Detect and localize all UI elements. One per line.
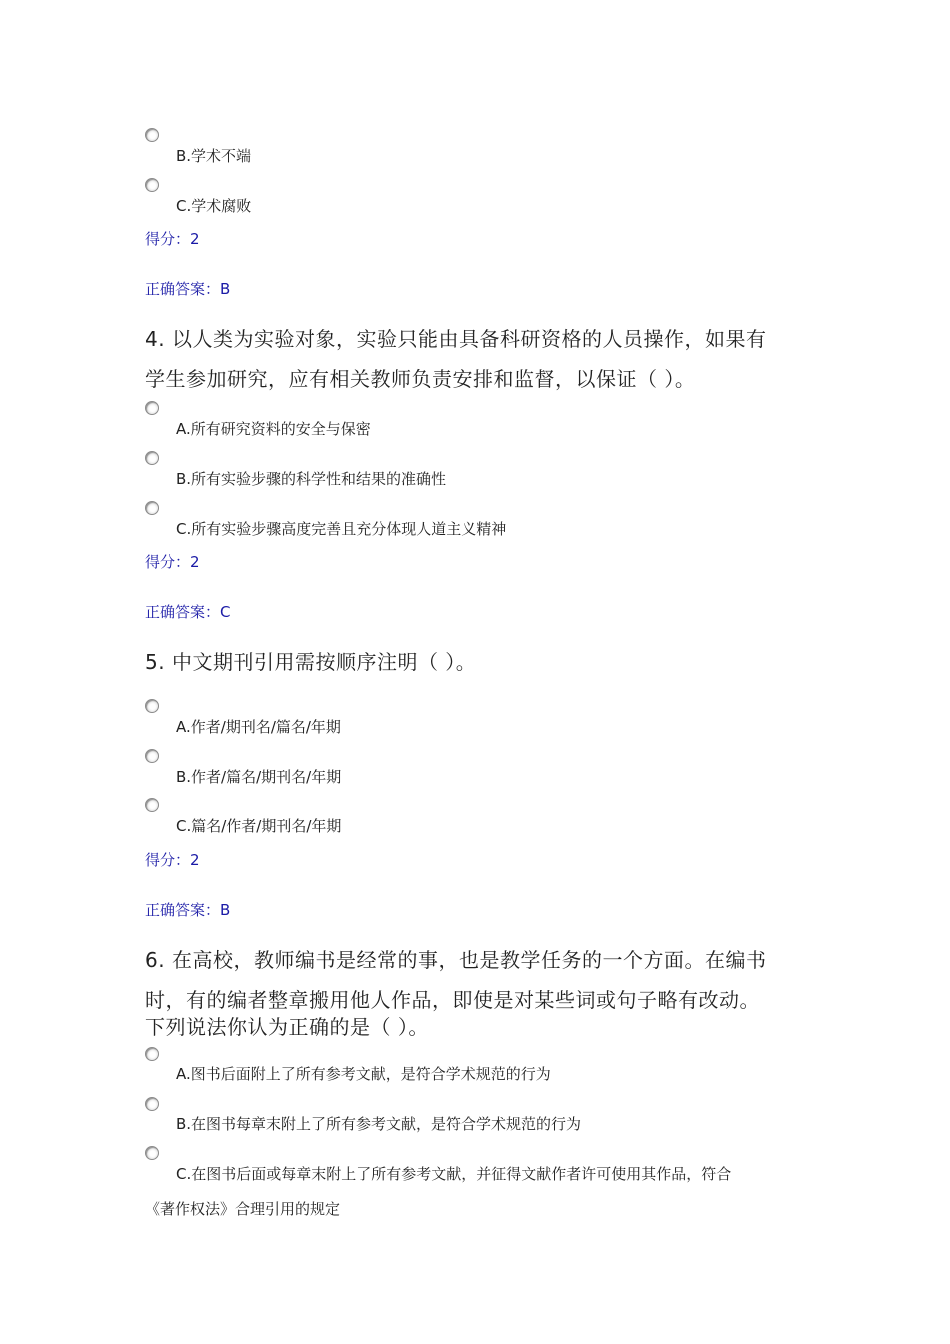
q6-option-b-label: B.在图书每章末附上了所有参考文献，是符合学术规范的行为 — [176, 1115, 582, 1133]
q5-correct-answer: 正确答案：B — [145, 901, 231, 919]
q5-question-line-1: 5. 中文期刊引用需按顺序注明（ ）。 — [145, 650, 477, 674]
q5-score: 得分：2 — [145, 851, 200, 869]
q3-option-c-radio[interactable] — [145, 178, 159, 192]
q4-score: 得分：2 — [145, 553, 200, 571]
q4-option-a-label: A.所有研究资料的安全与保密 — [176, 420, 371, 438]
q4-correct-answer: 正确答案：C — [145, 603, 231, 621]
q4-question-line-1: 4. 以人类为实验对象，实验只能由具备科研资格的人员操作，如果有 — [145, 327, 767, 351]
q5-option-b-label: B.作者/篇名/期刊名/年期 — [176, 768, 342, 786]
q6-option-a-radio[interactable] — [145, 1047, 159, 1061]
q6-question-line-1: 6. 在高校，教师编书是经常的事，也是教学任务的一个方面。在编书 — [145, 948, 767, 972]
q6-option-a-label: A.图书后面附上了所有参考文献，是符合学术规范的行为 — [176, 1065, 551, 1083]
q4-option-a-radio[interactable] — [145, 401, 159, 415]
q3-option-c-label: C.学术腐败 — [176, 197, 252, 215]
q4-option-b-radio[interactable] — [145, 451, 159, 465]
q6-option-c-continuation: 《著作权法》合理引用的规定 — [145, 1200, 341, 1218]
q5-option-b-radio[interactable] — [145, 749, 159, 763]
q3-correct-answer: 正确答案：B — [145, 280, 231, 298]
q6-option-c-radio[interactable] — [145, 1146, 159, 1160]
q3-option-b-label: B.学术不端 — [176, 147, 252, 165]
q4-option-c-radio[interactable] — [145, 501, 159, 515]
q3-option-b-radio[interactable] — [145, 128, 159, 142]
q6-option-b-radio[interactable] — [145, 1097, 159, 1111]
q5-option-c-label: C.篇名/作者/期刊名/年期 — [176, 817, 342, 835]
q6-question-line-3: 下列说法你认为正确的是（ ）。 — [145, 1015, 429, 1039]
q5-option-a-radio[interactable] — [145, 699, 159, 713]
q3-score: 得分：2 — [145, 230, 200, 248]
q4-option-c-label: C.所有实验步骤高度完善且充分体现人道主义精神 — [176, 520, 507, 538]
q5-option-a-label: A.作者/期刊名/篇名/年期 — [176, 718, 341, 736]
q4-question-line-2: 学生参加研究，应有相关教师负责安排和监督，以保证（ ）。 — [145, 367, 696, 391]
q6-option-c-label: C.在图书后面或每章末附上了所有参考文献，并征得文献作者许可使用其作品，符合 — [176, 1165, 732, 1183]
q6-question-line-2: 时，有的编者整章搬用他人作品，即使是对某些词或句子略有改动。 — [145, 988, 760, 1012]
q5-option-c-radio[interactable] — [145, 798, 159, 812]
q4-option-b-label: B.所有实验步骤的科学性和结果的准确性 — [176, 470, 447, 488]
